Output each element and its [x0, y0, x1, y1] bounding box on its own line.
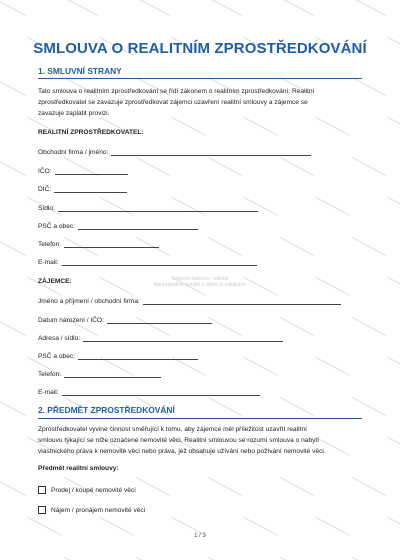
intro-line-2: zprostředkovatel se zavazuje zprostředkovat zájemci uzavření realitní smlouvy a zájemce se: [38, 99, 308, 106]
watermark-mark: [280, 397, 314, 416]
watermark-mark: [0, 77, 26, 96]
option-lease[interactable]: [38, 506, 145, 514]
watermark-mark: [280, 0, 314, 16]
center-watermark: [130, 276, 270, 288]
center-watermark-line-1: Vzorová šablona - náhled: [171, 276, 229, 282]
client-email-field[interactable]: [38, 386, 260, 396]
section-1-heading: 1. SMLUVNÍ STRANY: [38, 66, 122, 76]
client-birth-field[interactable]: [38, 314, 212, 324]
broker-city-label: PSČ a obec:: [38, 223, 76, 230]
watermark-mark: [208, 157, 242, 176]
client-name-label: Jméno a příjmení / obchodní firma:: [38, 298, 140, 305]
client-city-field[interactable]: [38, 350, 198, 360]
watermark-mark: [388, 117, 400, 136]
client-phone-blank[interactable]: [64, 370, 161, 378]
broker-dic-blank[interactable]: [54, 185, 127, 193]
document-title: SMLOUVA O REALITNÍM ZPROSTŘEDKOVÁNÍ: [33, 40, 367, 57]
watermark-mark: [352, 157, 386, 176]
client-address-blank[interactable]: [83, 334, 283, 342]
broker-dic-field[interactable]: [38, 183, 127, 193]
option-sale[interactable]: [38, 486, 136, 494]
watermark-mark: [280, 317, 314, 336]
broker-seat-field[interactable]: [38, 202, 258, 212]
watermark-mark: [352, 237, 386, 256]
broker-heading: REALITNÍ ZPROSTŘEDKOVATEL:: [38, 129, 144, 136]
watermark-mark: [0, 477, 26, 496]
broker-city-blank[interactable]: [78, 222, 198, 230]
subject-line-2: smlouvu týkající se níže označené nemovité věci. Realitní smlouvou se rozumí smlouva o nabytí: [38, 437, 320, 444]
client-heading: ZÁJEMCE:: [38, 278, 72, 285]
watermark-mark: [352, 477, 386, 496]
watermark-mark: [64, 0, 98, 16]
broker-email-label: E-mail:: [38, 259, 59, 266]
client-address-label: Adresa / sídlo:: [38, 335, 81, 342]
watermark-mark: [0, 317, 26, 336]
broker-name-field[interactable]: [38, 146, 311, 156]
watermark-mark: [388, 357, 400, 376]
broker-email-field[interactable]: [38, 256, 257, 266]
broker-city-field[interactable]: [38, 220, 198, 230]
broker-name-label: Obchodní firma / jméno:: [38, 149, 109, 156]
client-email-label: E-mail:: [38, 389, 59, 396]
client-phone-field[interactable]: [38, 368, 161, 378]
sale-checkbox[interactable]: [38, 486, 46, 494]
subject-heading: Předmět realitní smlouvy:: [38, 465, 119, 472]
client-city-label: PSČ a obec:: [38, 353, 76, 360]
subject-line-1: Zprostředkovatel vyvine činnost směřující k tomu, aby zájemce měl příležitost uzavřít realitní: [38, 426, 307, 433]
broker-phone-blank[interactable]: [64, 240, 159, 248]
watermark-mark: [100, 277, 134, 296]
page-number: 1 / 3: [194, 533, 206, 539]
center-watermark-line-2: Neoprávněné použití a šíření je zakázáno: [153, 282, 247, 288]
watermark-mark: [136, 157, 170, 176]
watermark-mark: [280, 477, 314, 496]
section-1-divider: [38, 78, 362, 79]
watermark-mark: [388, 277, 400, 296]
watermark-mark: [244, 357, 278, 376]
watermark-mark: [316, 357, 350, 376]
intro-line-3: zavazuje zaplatit provizi.: [38, 110, 110, 117]
broker-seat-label: Sídlo:: [38, 205, 55, 212]
lease-checkbox[interactable]: [38, 506, 46, 514]
watermark-mark: [280, 157, 314, 176]
watermark-mark: [244, 117, 278, 136]
section-1-intro: [38, 86, 364, 119]
watermark-mark: [388, 437, 400, 456]
subject-line-3: vlastnického práva k nemovité věci nebo práva, jež obsahuje užívání nebo požívání nemovité věci.: [38, 448, 326, 455]
watermark-mark: [316, 277, 350, 296]
watermark-mark: [0, 157, 26, 176]
broker-ico-field[interactable]: [38, 165, 128, 175]
watermark-mark: [352, 397, 386, 416]
section-2-heading: 2. PŘEDMĚT ZPROSTŘEDKOVÁNÍ: [38, 405, 175, 415]
client-name-blank[interactable]: [143, 297, 341, 305]
watermark-mark: [208, 237, 242, 256]
broker-phone-label: Telefon:: [38, 241, 62, 248]
client-birth-label: Datum narození / IČO:: [38, 317, 104, 324]
client-name-field[interactable]: [38, 295, 341, 305]
broker-email-blank[interactable]: [62, 258, 257, 266]
broker-phone-field[interactable]: [38, 238, 159, 248]
section-2-divider: [38, 418, 362, 419]
watermark-mark: [316, 197, 350, 216]
sale-option-label: Prodej / koupě nemovité věci: [51, 486, 136, 494]
intro-line-1: Tato smlouva o realitním zprostředkování se řídí zákonem o realitním zprostředkování. Realitní: [38, 88, 315, 95]
watermark-mark: [352, 317, 386, 336]
broker-name-blank[interactable]: [111, 148, 311, 156]
watermark-mark: [352, 0, 386, 16]
broker-ico-label: IČO:: [38, 168, 52, 175]
watermark-mark: [0, 237, 26, 256]
watermark-mark: [0, 397, 26, 416]
broker-ico-blank[interactable]: [55, 167, 128, 175]
section-2-paragraph: [38, 424, 364, 457]
client-email-blank[interactable]: [62, 388, 260, 396]
watermark-mark: [208, 397, 242, 416]
watermark-mark: [280, 237, 314, 256]
watermark-mark: [136, 0, 170, 16]
client-phone-label: Telefon:: [38, 371, 62, 378]
watermark-mark: [208, 0, 242, 16]
watermark-mark: [136, 477, 170, 496]
watermark-mark: [316, 117, 350, 136]
client-city-blank[interactable]: [78, 352, 198, 360]
client-address-field[interactable]: [38, 332, 283, 342]
broker-dic-label: DIČ:: [38, 186, 52, 193]
watermark-mark: [388, 197, 400, 216]
lease-option-label: Nájem / pronájem nemovité věci: [51, 506, 146, 514]
watermark-mark: [208, 477, 242, 496]
broker-seat-blank[interactable]: [58, 204, 258, 212]
watermark-mark: [172, 117, 206, 136]
watermark-mark: [0, 0, 26, 16]
client-birth-blank[interactable]: [107, 316, 212, 324]
